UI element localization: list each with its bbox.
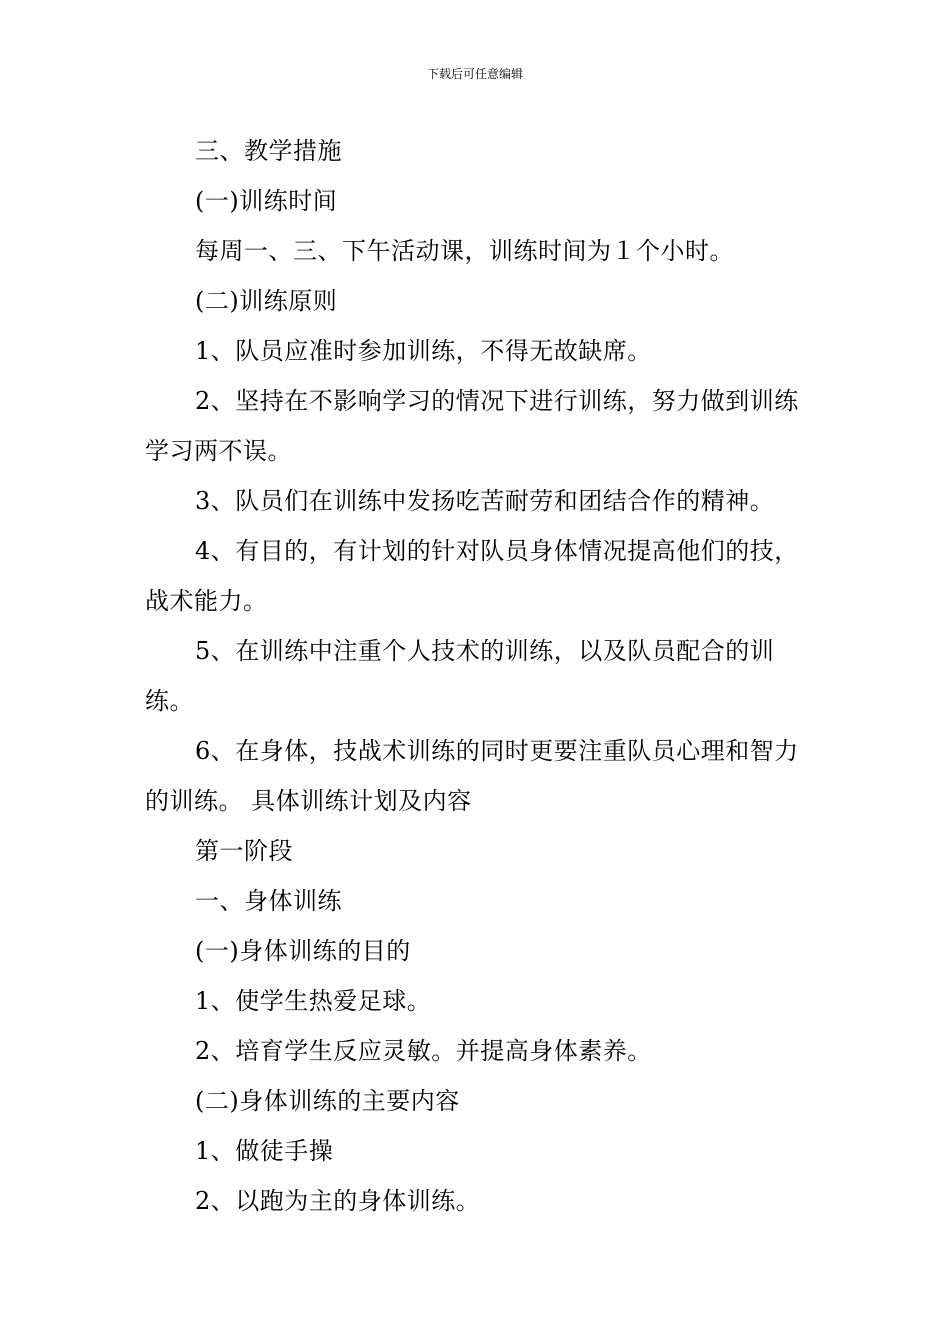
list-item: 2、培育学生反应灵敏。并提高身体素养。 bbox=[195, 1037, 652, 1065]
subsection-heading: (一)训练时间 bbox=[195, 187, 338, 215]
section-heading: 一、身体训练 bbox=[195, 887, 342, 915]
list-item: 6、在身体，技战术训练的同时更要注重队员心理和智力的训练。 具体训练计划及内容 bbox=[145, 737, 799, 815]
section-heading: 三、教学措施 bbox=[195, 137, 342, 165]
list-item: 2、以跑为主的身体训练。 bbox=[195, 1187, 481, 1215]
list-item: 1、使学生热爱足球。 bbox=[195, 987, 432, 1015]
subsection-heading: (一)身体训练的目的 bbox=[195, 937, 411, 965]
page-header: 下载后可任意编辑 bbox=[426, 67, 523, 81]
list-item: 4、有目的，有计划的针对队员身体情况提高他们的技，战术能力。 bbox=[145, 537, 799, 615]
list-item: 3、队员们在训练中发扬吃苦耐劳和团结合作的精神。 bbox=[195, 487, 775, 515]
list-item: 2、坚持在不影响学习的情况下进行训练，努力做到训练学习两不误。 bbox=[145, 387, 799, 465]
document-body bbox=[145, 126, 815, 1226]
list-item: 5、在训练中注重个人技术的训练，以及队员配合的训练。 bbox=[145, 637, 775, 715]
stage-heading: 第一阶段 bbox=[195, 837, 293, 865]
list-item: 1、做徒手操 bbox=[195, 1137, 334, 1165]
subsection-heading: (二)身体训练的主要内容 bbox=[195, 1087, 460, 1115]
list-item: 1、队员应准时参加训练，不得无故缺席。 bbox=[195, 337, 652, 365]
paragraph: 每周一、三、下午活动课，训练时间为１个小时。 bbox=[195, 237, 734, 265]
subsection-heading: (二)训练原则 bbox=[195, 287, 338, 315]
